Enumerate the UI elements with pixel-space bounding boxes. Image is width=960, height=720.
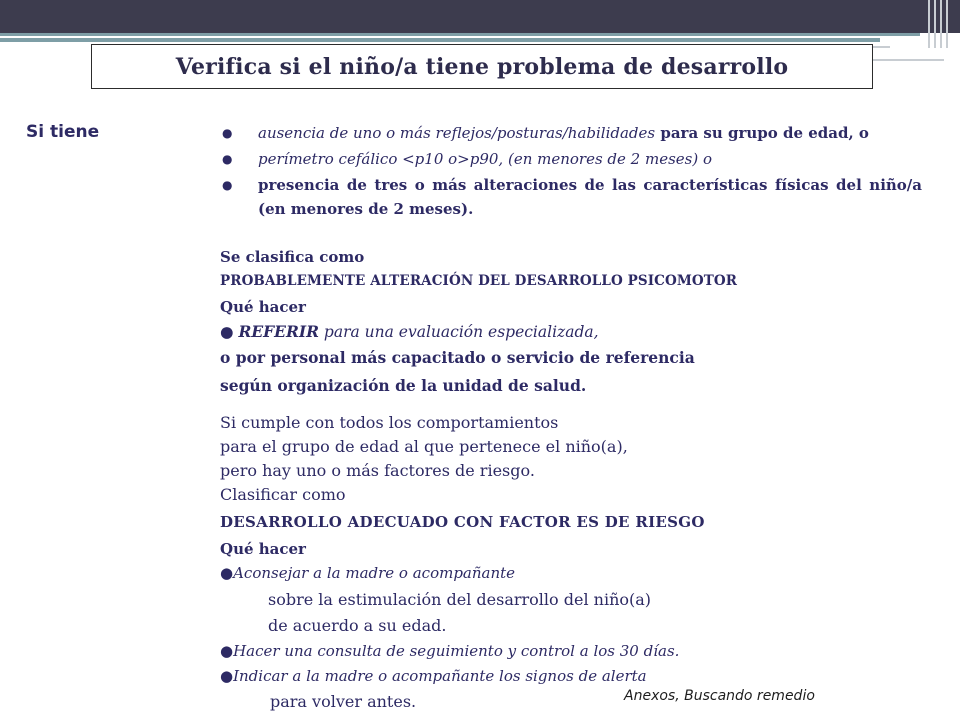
action-text: o por personal más capacitado o servicio de referencia [220,348,695,367]
action-text: sobre la estimulación del desarrollo del niño(a) [268,590,652,609]
action-text: según organización de la unidad de salud. [220,376,587,395]
action-heading: Qué hacer [220,298,306,316]
criteria-item [222,173,922,221]
page-title: Verifica si el niño/a tiene problema de desarrollo [175,53,789,80]
criteria-text: perímetro cefálico <p10 o>p90, (en menores de 2 meses) o [258,150,713,168]
bullet-icon: ● [220,667,234,685]
condition-line: Si cumple con todos los comportamientos [220,413,559,432]
bullet-icon: ● [222,178,233,192]
action-item [220,322,920,341]
criteria-list [222,121,922,223]
action-text: Aconsejar a la madre o acompañante [233,564,516,582]
bullet-icon: ● [220,642,234,660]
criteria-text: ausencia de uno o más reflejos/posturas/habilidades [258,124,656,142]
criteria-item [222,121,922,145]
action-text: para una evaluación especializada, [319,323,599,341]
decorative-vertical-lines [926,0,950,48]
action-text: de acuerdo a su edad. [268,616,447,635]
classify-heading: Se clasifica como [220,248,365,266]
header-band [0,0,960,33]
criteria-text: presencia de tres o más alteraciones de las características físicas del niño/a (en menores de 2 meses). [258,176,922,218]
action-item [220,564,920,582]
action-text: para volver antes. [270,692,417,711]
title-box [91,44,873,89]
condition-line: Clasificar como [220,485,346,504]
action-heading: Qué hacer [220,540,306,558]
bullet-icon: ● [222,152,233,166]
action-text: Indicar a la madre o acompañante los signos de alerta [233,667,647,685]
action-keyword: REFERIR [238,322,319,341]
header-accent-line [0,33,920,36]
condition-line: para el grupo de edad al que pertenece el niño(a), [220,437,628,456]
classification-result: PROBABLEMENTE ALTERACIÓN DEL DESARROLLO PSICOMOTOR [220,273,738,289]
criteria-item [222,147,922,171]
condition-label: Si tiene [26,122,100,142]
condition-paragraph [220,411,920,507]
criteria-text: para su grupo de edad, o [655,124,869,142]
action-text: Hacer una consulta de seguimiento y control a los 30 días. [233,642,680,660]
action-item [220,642,920,660]
header-accent-line-2 [0,38,880,42]
bullet-icon: ● [220,564,234,582]
condition-line: pero hay uno o más factores de riesgo. [220,461,535,480]
bullet-icon: ● [220,323,234,341]
bullet-icon: ● [222,126,233,140]
classification-result: DESARROLLO ADECUADO CON FACTOR ES DE RIESGO [220,513,705,531]
action-item [220,667,920,685]
source-reference: Anexos, Buscando remedio [624,688,815,704]
